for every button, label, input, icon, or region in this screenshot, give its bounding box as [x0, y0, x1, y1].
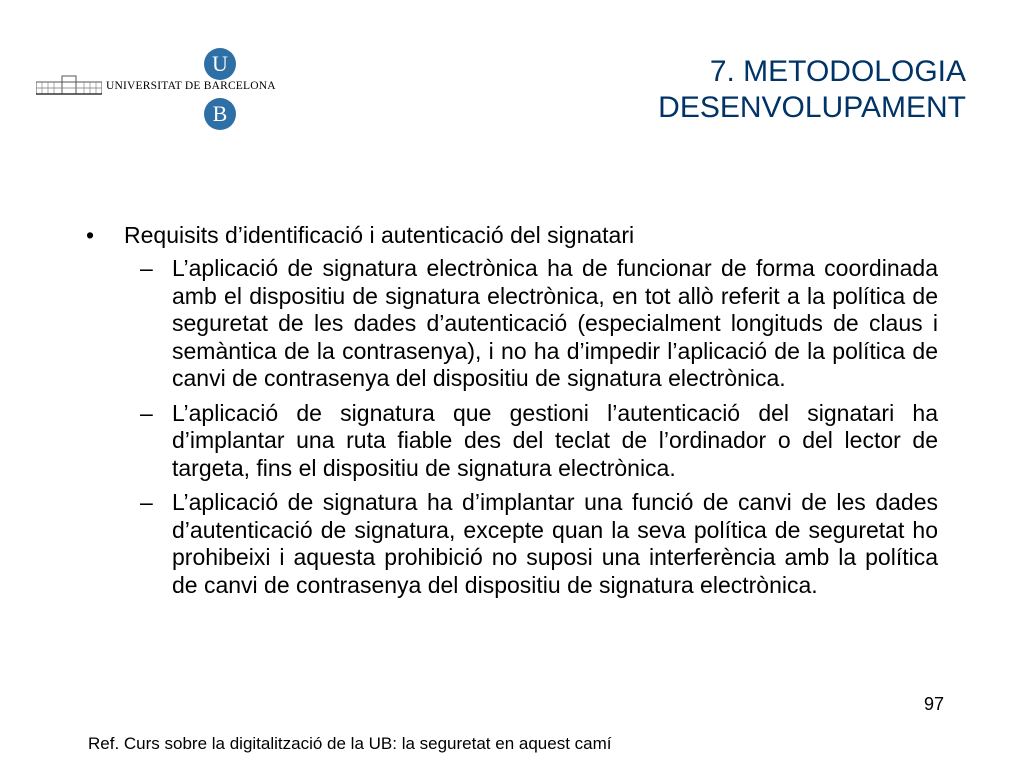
sub-item — [136, 255, 938, 393]
logo-letter-u: U — [204, 48, 236, 80]
bullet-marker: • — [86, 222, 95, 248]
sub-item-list — [136, 255, 938, 599]
building-icon — [36, 74, 102, 96]
dash-marker: – — [140, 399, 153, 426]
university-logo — [36, 44, 276, 134]
page-number: 97 — [924, 694, 945, 714]
slide-body — [86, 222, 946, 606]
slide-title — [466, 54, 966, 126]
dash-marker: – — [140, 489, 153, 515]
footer-reference: Ref. Curs sobre la digitalització de la UB: la seguretat en aquest camí — [88, 734, 612, 753]
slide-title-line-2: DESENVOLUPAMENT — [658, 91, 966, 124]
dash-marker: – — [140, 255, 153, 281]
sub-item-text: L’aplicació de signatura electrònica ha de funcionar de forma coordinada amb el dispositiu de signatura electrònica, en tot allò referit a la política de seguretat de les dades d’autenticació (especialment longituds de claus i semàntica de la contrasenya), i no ha d’impedir l’aplicació de la política de canvi de contrasenya del dispositiu de signatura electrònica. — [172, 255, 938, 391]
sub-item-text: L’aplicació de signatura que gestioni l’autenticació del signatari ha d’implantar una ruta fiable des del teclat de l’ordinador o del lector de targeta, fins el dispositiu de signatura electrònica. — [172, 399, 938, 481]
sub-item — [136, 489, 938, 599]
slide-title-line-1: 7. METODOLOGIA — [709, 55, 966, 88]
sub-item-text: L’aplicació de signatura ha d’implantar una funció de canvi de les dades d’autenticació de signatura, excepte quan la seva política de seguretat ho prohibeixi i aquesta prohibició no suposi una interferència amb la política de canvi de contrasenya del dispositiu de signatura electrònica. — [172, 489, 938, 598]
university-name: UNIVERSITAT DE BARCELONA — [106, 80, 276, 92]
bullet-item — [86, 222, 946, 249]
logo-letter-b: B — [204, 98, 236, 130]
bullet-text: Requisits d’identificació i autenticació del signatari — [124, 222, 635, 248]
sub-item — [136, 400, 938, 483]
